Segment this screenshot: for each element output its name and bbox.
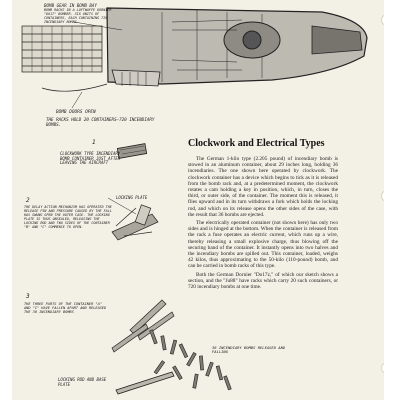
bomb-doors-label: BOMB DOORS OPEN (56, 110, 96, 115)
step3-caption: THE THREE PARTS OF THE CONTAINER "A" AND "C" HAVE FALLEN APART AND RELEASED THE 36 INCENDIARY BOMBS (24, 302, 107, 315)
bomb-bay-label: BOMB GEAR IN BOMB BAY (44, 3, 97, 8)
container-racks (22, 26, 102, 72)
bomb-bay-note: BOMB RACKS IN A LUFTWAFFE DORNIER "DO17" BOMBER. SIX UNITS OF CONTAINERS, EACH CONTAINING 720 INCENDIARY BOMBS. (44, 8, 112, 24)
fuselage-drawing (107, 8, 367, 86)
step2-number: 2 (26, 197, 30, 204)
step1-caption: CLOCKWORK TYPE INCENDIARY BOMB CONTAINER JUST AFTER LEAVING THE AIRCRAFT (60, 151, 121, 166)
article-heading: Clockwork and Electrical Types (188, 138, 325, 149)
falling-bombs-drawing (150, 330, 232, 390)
article-paragraph-2: The electrically operated container (not shown here) has only two sides and is hinged at the bottom. When the container is released from the rack a fuse operates an electric current, which runs up a wire, thereby releasing a small explosive charge, thus blowing off the securing band of the container. It instantly opens into two halves and the incendiary bombs are spilled out. This container, loaded, weighs 42 kilos, thus approximating to the 50-kilo (110-pound) bomb, and can be carried in bomb racks of this type. (188, 220, 338, 270)
locking-plate-label: LOCKING PLATE (116, 195, 148, 200)
locking-rod-label: LOCKING ROD AND BASE PLATE (58, 377, 107, 387)
released-bombs-label: 36 INCENDIARY BOMBS RELEASED AND FALLING (212, 345, 286, 355)
article-paragraph-3: Both the German Dornier "Do17z," of which our sketch shows a section, and the "Ju88" have racks which carry 20 such containers, or 720 incendiary bombs at one time. (188, 271, 338, 291)
step1-number: 1 (92, 139, 96, 146)
article-body (188, 156, 338, 292)
step3-number: 3 (26, 293, 30, 300)
article-paragraph-1: The German 1-kilo type (2.205 pound) of incendiary bomb is stowed in an aluminum container, about 29 inches long, holding 36 incendiaries. The one shown here operated by clockwork. The clockwork container has a device which begins to tick as it is released from the bomb rack and, at a predetermined moment, the clockwork rotates a cam holding a key in position, which, in turn, closes the third, or outer side, of the container. The moment this is released, it flies upward and in its turn withdraws a fork which holds the locking rod, and which on its release opens the other sides of the case, with the result that 36 bombs are ejected. (188, 156, 338, 218)
step2-caption: THE DELAY ACTION MECHANISM HAS OPERATED THE RELEASE PIN AND PRESSURE CAUSED BY THE FALL HAS SWUNG OPEN THE OUTER CASE. THE LOCKING PLATE IS THUS UNSEALED, RELEASING THE LOCKING ROD AND TWO SIDES OF THE CONTAINER "B" AND "C" COMMENCE TO OPEN. (24, 205, 112, 229)
locking-rod-drawing (116, 372, 174, 394)
document-page (12, 0, 384, 400)
figure-caption: THE RACKS HOLD 20 CONTAINERS—720 INCENDIARY BOMBS. (46, 117, 155, 127)
step2-container-drawing (112, 205, 158, 240)
bomb-doors-drawing (42, 84, 107, 91)
